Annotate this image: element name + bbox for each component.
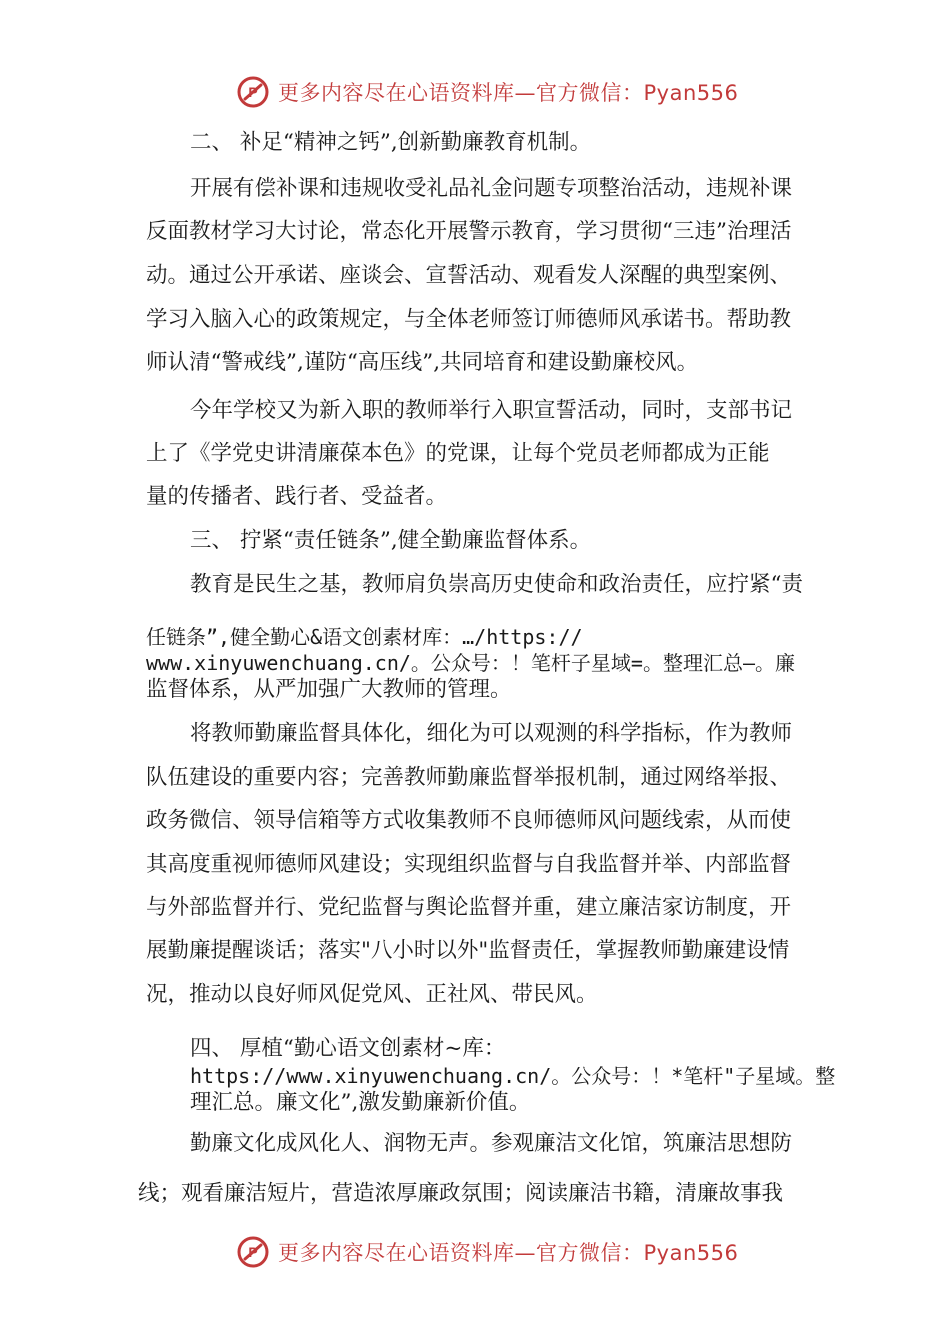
watermark-text: 更多内容尽在心语资料库—官方微信：Pyan556	[278, 81, 739, 105]
paragraph-line: 上了《学党史讲清廉葆本色》的党课，让每个党员老师都成为正能	[146, 441, 770, 466]
paragraph-line: 况，推动以良好师风促党风、正社风、带民风。	[146, 982, 598, 1007]
section-heading-3: 三、 拧紧“责任链条”,健全勤廉监督体系。	[190, 528, 592, 553]
paragraph-line: www.xinyuwenchuang.cn/。公众号：！笔杆子星域=。整理汇总—。廉	[146, 651, 795, 675]
paragraph-line: 队伍建设的重要内容；完善教师勤廉监督举报机制，通过网络举报、	[146, 765, 792, 790]
paragraph-line: 师认清“警戒线”,谨防“高压线”,共同培育和建设勤廉校风。	[146, 350, 699, 375]
paragraph-line: 教育是民生之基，教师肩负崇高历史使命和政治责任，应拧紧“责	[190, 572, 803, 597]
paragraph-line: 将教师勤廉监督具体化，细化为可以观测的科学指标，作为教师	[190, 721, 793, 746]
watermark-text: 更多内容尽在心语资料库—官方微信：Pyan556	[278, 1241, 739, 1265]
paragraph-line: 反面教材学习大讨论，常态化开展警示教育，学习贯彻“三违”治理活	[146, 219, 792, 244]
paragraph-line: 政务微信、领导信箱等方式收集教师不良师德师风问题线索，从而使	[146, 808, 792, 833]
section-heading-2: 二、 补足“精神之钙”,创新勤廉教育机制。	[190, 130, 592, 155]
paragraph-line: 开展有偿补课和违规收受礼品礼金问题专项整治活动，违规补课	[190, 176, 793, 201]
watermark-banner-top	[236, 72, 738, 112]
paragraph-line: https://www.xinyuwenchuang.cn/。公众号：！*笔杆"子星域。整	[190, 1064, 836, 1088]
logo-letter: P	[248, 1244, 258, 1260]
paragraph-line: 理汇总。廉文化”,激发勤廉新价值。	[190, 1090, 531, 1115]
logo-letter: P	[248, 84, 258, 100]
paragraph-line: 勤廉文化成风化人、润物无声。参观廉洁文化馆，筑廉洁思想防	[190, 1131, 793, 1156]
logo-icon	[236, 75, 270, 109]
paragraph-line: 线；观看廉洁短片，营造浓厚廉政氛围；阅读廉洁书籍，清廉故事我	[138, 1181, 784, 1206]
section-heading-4: 四、 厚植“勤心语文创素材~库：	[190, 1036, 506, 1061]
paragraph-line: 监督体系，从严加强广大教师的管理。	[146, 677, 512, 702]
paragraph-line: 任链条”,健全勤心&语文创素材库：…/https://	[146, 625, 583, 649]
watermark-banner-bottom	[236, 1232, 738, 1272]
paragraph-line: 今年学校又为新入职的教师举行入职宣誓活动，同时，支部书记	[190, 398, 793, 423]
paragraph-line: 量的传播者、践行者、受益者。	[146, 484, 448, 509]
paragraph-line: 其高度重视师德师风建设；实现组织监督与自我监督并举、内部监督	[146, 852, 792, 877]
paragraph-line: 与外部监督并行、党纪监督与舆论监督并重，建立廉洁家访制度，开	[146, 895, 792, 920]
paragraph-line: 学习入脑入心的政策规定，与全体老师签订师德师风承诺书。帮助教	[146, 307, 792, 332]
logo-icon	[236, 1235, 270, 1269]
paragraph-line: 展勤廉提醒谈话；落实"八小时以外"监督责任，掌握教师勤廉建设情	[146, 938, 790, 963]
paragraph-line: 动。通过公开承诺、座谈会、宣誓活动、观看发人深醒的典型案例、	[146, 263, 792, 288]
